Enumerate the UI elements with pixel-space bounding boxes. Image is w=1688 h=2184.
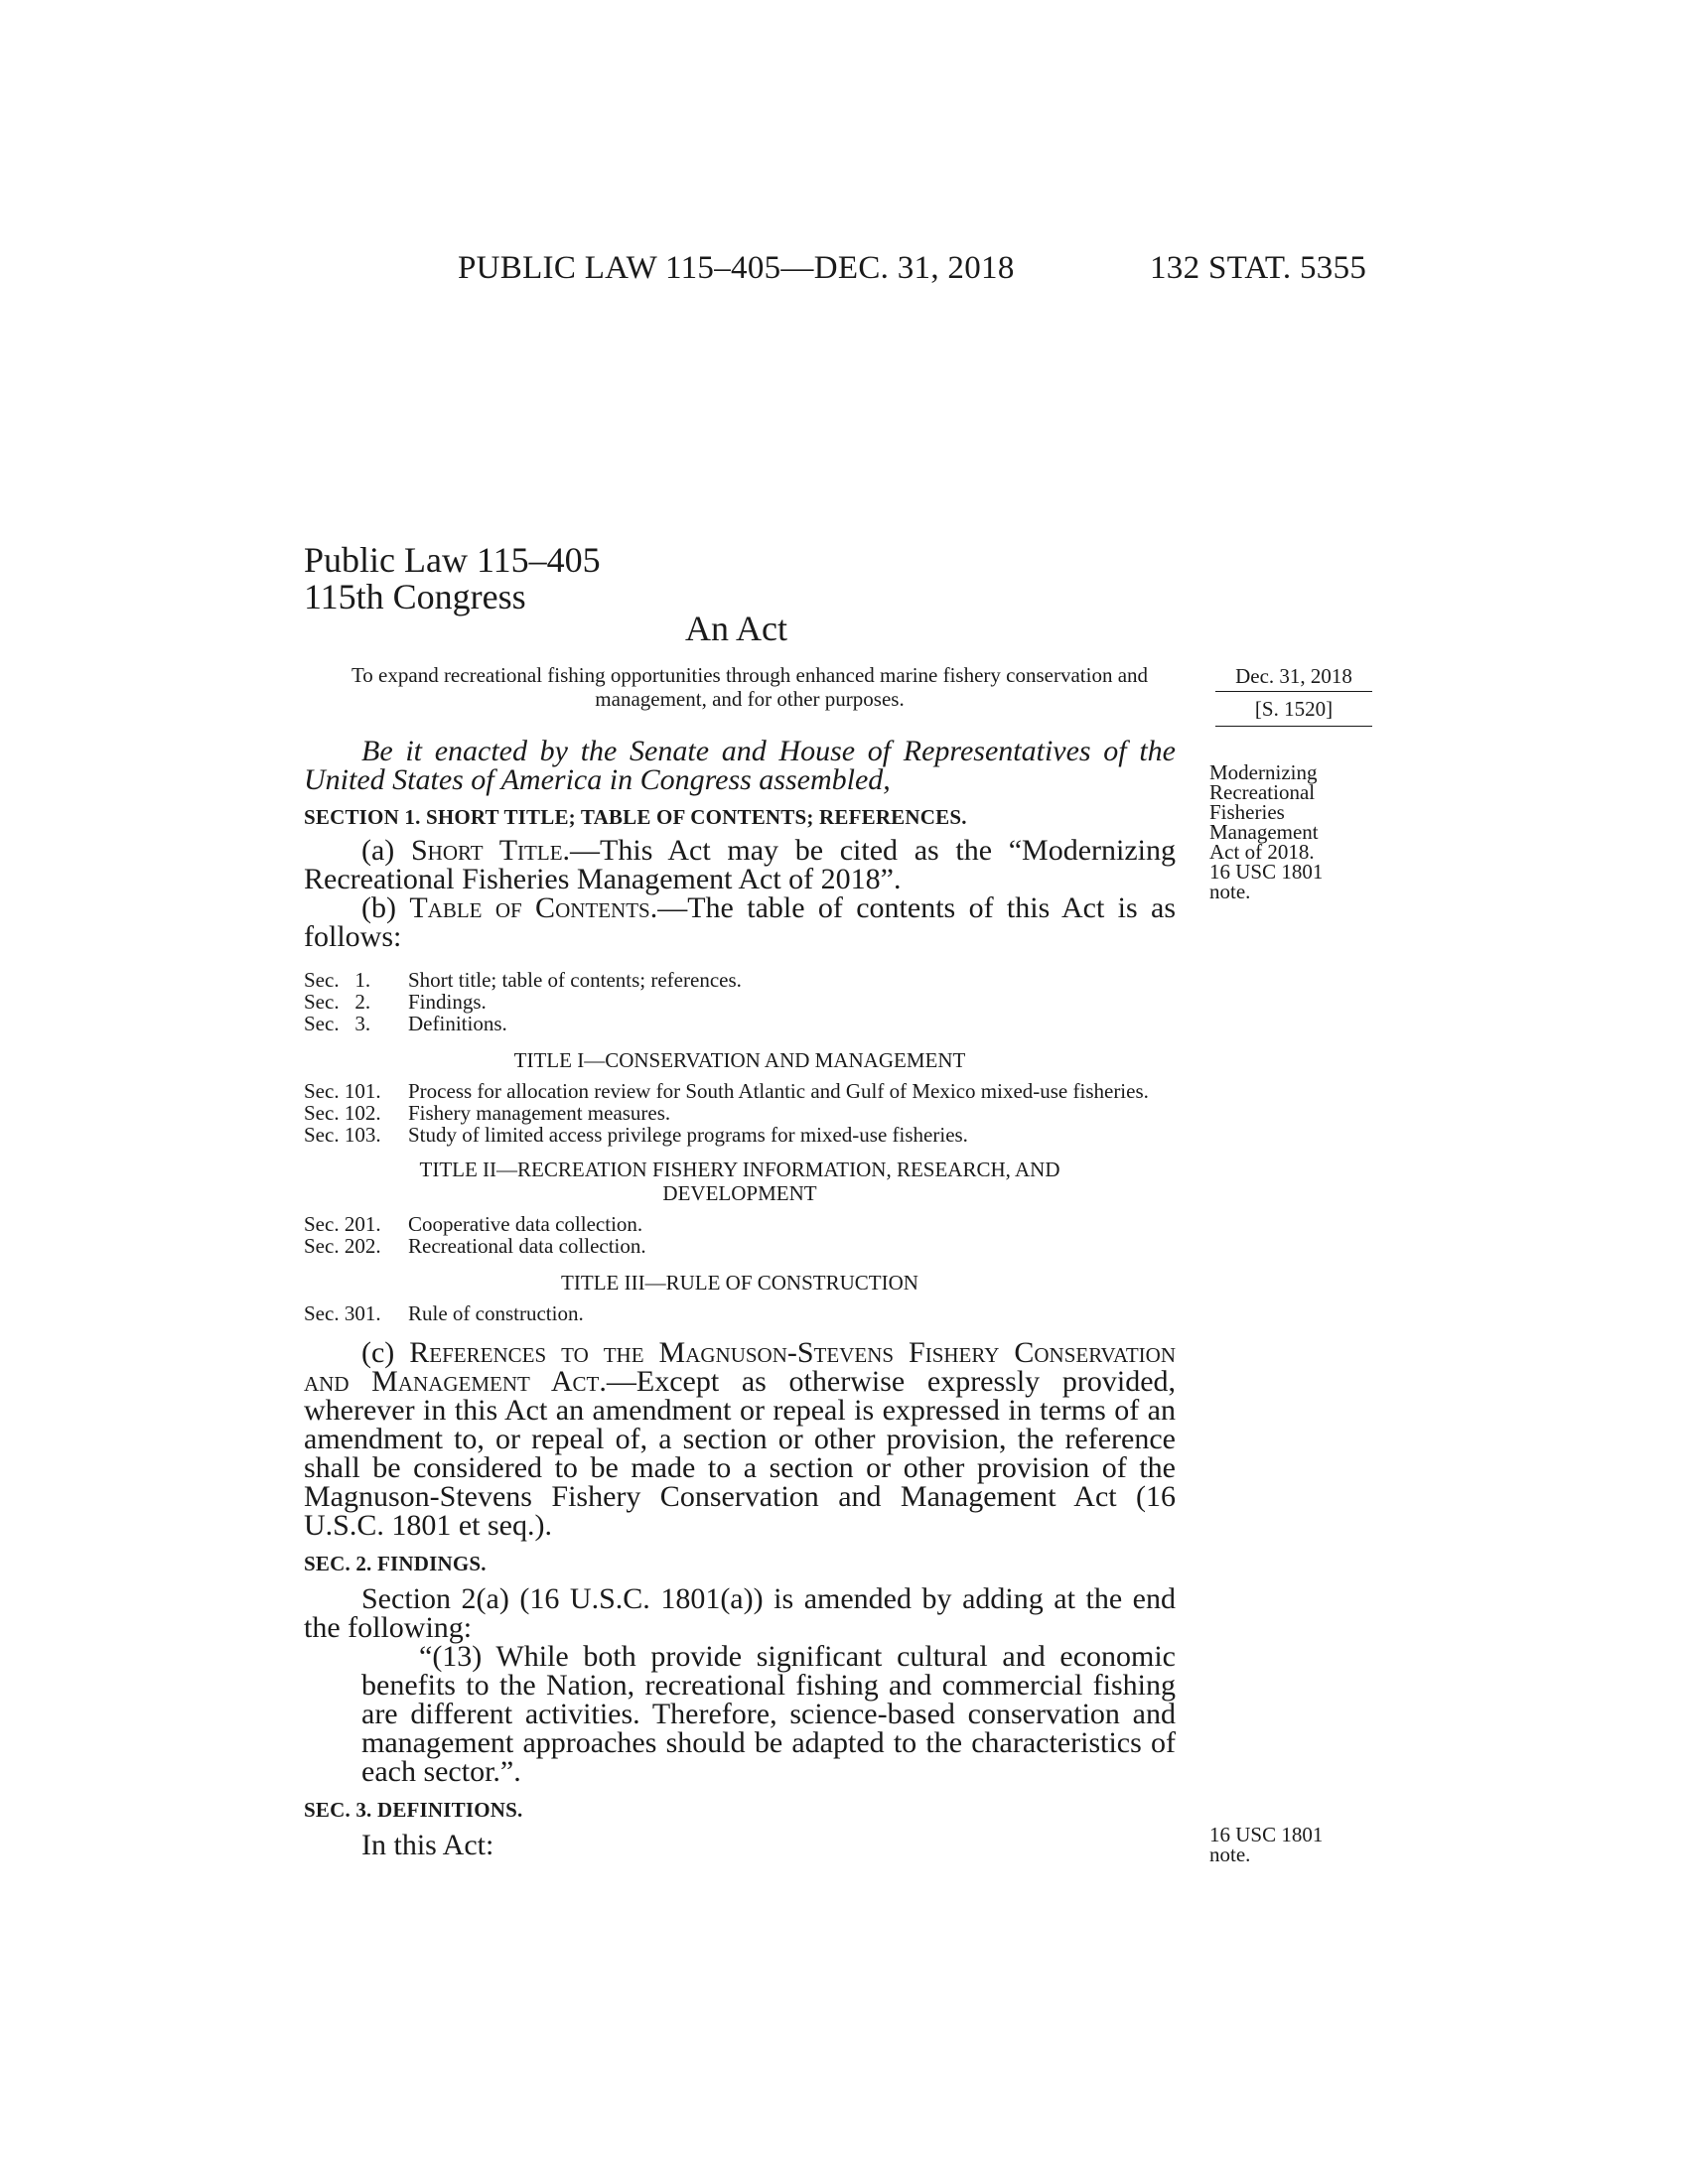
section-2-quoted-finding: “(13) While both provide significant cultural and economic benefits to the Nation, recreational fishing and commercial fishing are different activities. Therefore, science-based conservation and management approaches should be adapted to the characteristics of each sector.”. xyxy=(361,1640,1176,1788)
toc-entry-text: Definitions. xyxy=(408,1012,507,1035)
congress-number: 115th Congress xyxy=(304,577,526,616)
margin-note-line: 16 USC 1801 xyxy=(1209,1823,1324,1846)
toc-entry-number: Sec. 2. xyxy=(304,990,371,1014)
toc-entry-number: Sec. 201. xyxy=(304,1212,381,1236)
margin-note-line: Act of 2018. xyxy=(1209,840,1315,864)
margin-note-line: note. xyxy=(1209,1843,1251,1866)
toc-entry-number: Sec. 202. xyxy=(304,1234,381,1258)
section-3-intro: In this Act: xyxy=(361,1829,494,1861)
margin-note-line: note. xyxy=(1209,880,1251,903)
margin-rule xyxy=(1215,726,1372,727)
subsection-c-text: .—Except as otherwise expressly provided, wherever in this Act an amendment or repeal is expressed in terms of an amendment to, or repeal of, a section or other provision, the reference shall be considered to be made to a section or other provision of the Magnuson-Stevens Fishery Conservation and Management Act (16 U.S.C. 1801 et seq.). xyxy=(304,1365,1177,1542)
running-head: PUBLIC LAW 115–405—DEC. 31, 2018 xyxy=(458,250,1015,286)
toc-entry xyxy=(304,991,1176,1013)
margin-rule xyxy=(1215,691,1372,692)
toc-entry-text: Recreational data collection. xyxy=(408,1234,646,1258)
toc-entry-number: Sec. 3. xyxy=(304,1012,371,1035)
subsection-a-label: (a) xyxy=(361,834,411,867)
toc-entry-text: Cooperative data collection. xyxy=(408,1212,643,1236)
toc-entry-text: Findings. xyxy=(408,990,487,1014)
margin-date-block xyxy=(1215,665,1372,733)
subsection-c xyxy=(304,1338,1176,1540)
margin-date: Dec. 31, 2018 xyxy=(1235,664,1352,688)
margin-note-line: 16 USC 1801 xyxy=(1209,860,1324,884)
toc-title-1-heading: TITLE I—CONSERVATION AND MANAGEMENT xyxy=(513,1048,966,1072)
toc-entry-number: Sec. 1. xyxy=(304,968,371,992)
margin-note-line: Recreational xyxy=(1209,780,1316,804)
subsection-c-heading: References to the Magnuson-Stevens Fishery Conservation and Management Act xyxy=(304,1336,1176,1398)
subsection-a-text: .—This Act may be cited as the “Modernizing Recreational Fisheries Management Act of 2018”. xyxy=(304,834,1177,895)
subsection-b-text: .—The table of contents of this Act is as follows: xyxy=(304,891,1177,953)
section-1-heading: SECTION 1. SHORT TITLE; TABLE OF CONTENTS; REFERENCES. xyxy=(304,805,967,829)
subsection-b-label: (b) xyxy=(361,891,410,924)
margin-note-line: Management xyxy=(1209,820,1319,844)
toc-entry xyxy=(304,1102,1176,1124)
toc-entry-number: Sec. 101. xyxy=(304,1079,381,1103)
section-2-intro: Section 2(a) (16 U.S.C. 1801(a)) is amended by adding at the end the following: xyxy=(304,1582,1176,1644)
toc-entry-number: Sec. 103. xyxy=(304,1123,381,1147)
toc-entry xyxy=(304,1124,1176,1146)
toc-entry xyxy=(304,1213,1176,1235)
toc-entry-text: Rule of construction. xyxy=(408,1301,584,1325)
toc-title-3-heading: TITLE III—RULE OF CONSTRUCTION xyxy=(561,1271,918,1295)
toc-entry xyxy=(304,969,1176,991)
toc-entry xyxy=(304,1302,1176,1324)
subsection-b xyxy=(304,893,1176,951)
public-law-number: Public Law 115–405 xyxy=(304,540,601,580)
toc-entry-number: Sec. 102. xyxy=(304,1101,381,1125)
toc-entry-text: Study of limited access privilege programs for mixed-use fisheries. xyxy=(408,1123,968,1147)
subsection-a-heading: Short Title xyxy=(410,834,563,867)
margin-note-line: Fisheries xyxy=(1209,800,1285,824)
toc-entry xyxy=(304,1080,1176,1102)
toc-entry xyxy=(304,1235,1176,1257)
act-purpose: To expand recreational fishing opportunities through enhanced marine fishery conservation and management, and for other purposes. xyxy=(351,663,1149,711)
subsection-b-heading: Table of Contents xyxy=(409,891,650,924)
an-act-heading: An Act xyxy=(685,609,787,648)
toc-title-2-heading: TITLE II—RECREATION FISHERY INFORMATION, RESEARCH, AND DEVELOPMENT xyxy=(419,1158,1060,1205)
margin-note-short-title xyxy=(1209,762,1348,901)
subsection-a xyxy=(304,836,1176,893)
toc-entry-text: Fishery management measures. xyxy=(408,1101,671,1125)
toc-entry-text: Process for allocation review for South Atlantic and Gulf of Mexico mixed-use fisheries. xyxy=(408,1079,1149,1103)
margin-note-line: Modernizing xyxy=(1209,760,1318,784)
section-3-heading: SEC. 3. DEFINITIONS. xyxy=(304,1798,523,1822)
toc-entry-number: Sec. 301. xyxy=(304,1301,381,1325)
margin-bill-number: [S. 1520] xyxy=(1254,697,1334,721)
page-stat: 132 STAT. 5355 xyxy=(1150,250,1367,286)
enacting-clause: Be it enacted by the Senate and House of Representatives of the United States of America in Congress assembled, xyxy=(304,735,1176,796)
margin-note-definitions xyxy=(1209,1825,1348,1864)
toc-entry xyxy=(304,1013,1176,1034)
section-one-block xyxy=(304,737,1176,1859)
table-of-contents xyxy=(304,969,1176,1324)
subsection-c-label: (c) xyxy=(361,1336,410,1369)
toc-entry-text: Short title; table of contents; references. xyxy=(408,968,742,992)
section-2-heading: SEC. 2. FINDINGS. xyxy=(304,1552,487,1575)
